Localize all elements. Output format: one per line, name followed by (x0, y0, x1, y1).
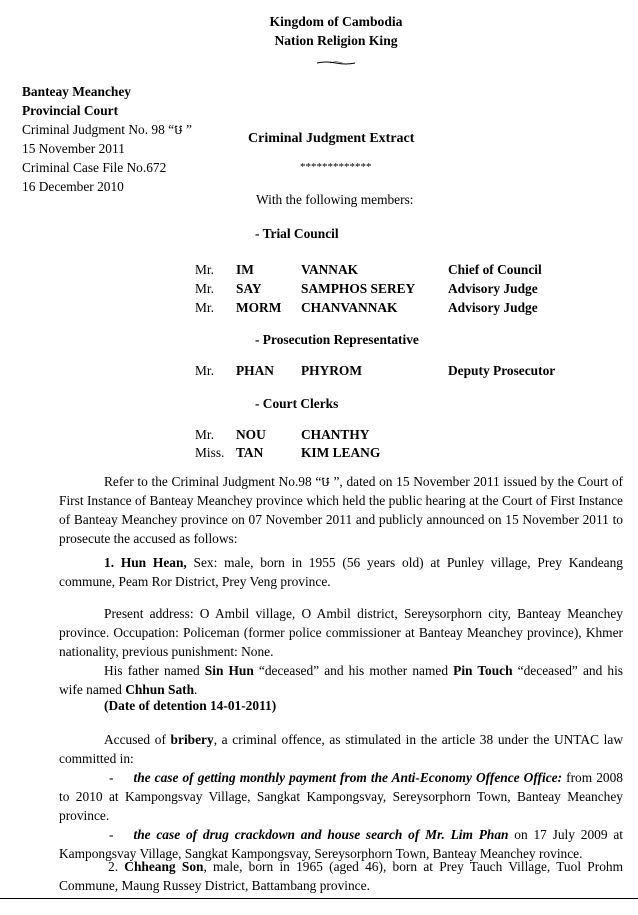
title-stars: ************* (300, 161, 372, 173)
accused-1-name: 1. Hun Hean, (104, 555, 187, 570)
member-title: Mr. (195, 262, 214, 277)
member-surname: PHAN (236, 363, 274, 378)
member-given-name: VANNAK (301, 262, 359, 277)
case-2-item: - the case of drug crackdown and house search of Mr. Lim Phan on 17 July 2009 at Kampongsvay Village, Sangkat Kampongsvay, Sereysorphorn Town, Banteay Meanchey rovince. (59, 827, 623, 861)
country-heading: Kingdom of Cambodia (269, 14, 403, 29)
member-given-name: CHANTHY (301, 427, 370, 442)
trial-council-heading: - Trial Council (255, 226, 339, 241)
case-1-item: - the case of getting monthly payment from the Anti-Economy Offence Office: from 2008 to 2010 at Kampongsvay Village, Sangkat Kampongsvay, Sereysorphorn Town, Banteay Meanchey province. (59, 770, 623, 823)
document-title: Criminal Judgment Extract (248, 131, 415, 146)
case-file-date: 16 December 2010 (22, 179, 124, 194)
address-paragraph: Present address: O Ambil village, O Ambil district, Sereysorphorn city, Banteay Meanchey province. Occupation: Policeman (former police commissioner at Banteay Meanchey province), Khmer nationality, previous punishment: None. (59, 606, 623, 659)
offence-name: bribery (170, 732, 214, 747)
family-paragraph: His father named Sin Hun “deceased” and his mother named Pin Touch “deceased” and his wife named Chhun Sath. (59, 663, 624, 697)
court-province: Banteay Meanchey (22, 84, 131, 99)
member-title: Mr. (195, 281, 214, 296)
member-given-name: PHYROM (301, 363, 362, 378)
member-given-name: KIM LEANG (301, 445, 381, 460)
member-role: Chief of Council (448, 262, 542, 277)
member-surname: SAY (236, 281, 262, 296)
member-given-name: SAMPHOS SEREY (301, 281, 416, 296)
clerks-heading: - Court Clerks (255, 396, 339, 411)
accused-2-paragraph: 2. Chheang Son, male, born in 1965 (aged 46), born at Prey Tauch Village, Tuol Prohm Commune, Maung Russey District, Battambang province. (59, 859, 623, 893)
case-1-title: the case of getting monthly payment from the Anti-Economy Offence Office: (133, 770, 563, 785)
member-title: Mr. (195, 300, 214, 315)
member-surname: IM (236, 262, 254, 277)
page-bottom-rule (0, 898, 638, 899)
judgment-number: Criminal Judgment No. 98 “ឞ ” (22, 122, 192, 137)
motto-heading: Nation Religion King (274, 33, 398, 48)
case-2-title: the case of drug crackdown and house search of Mr. Lim Phan (133, 827, 509, 842)
wife-name: Chhun Sath (125, 682, 195, 697)
case-file-number: Criminal Case File No.672 (22, 160, 167, 175)
accused-2-name: Chheang Son (124, 859, 204, 874)
judgment-date: 15 November 2011 (22, 141, 125, 156)
member-title: Miss. (195, 445, 225, 460)
member-given-name: CHANVANNAK (301, 300, 398, 315)
refer-paragraph: Refer to the Criminal Judgment No.98 “ឞ ”, dated on 15 November 2011 issued by the Court of First Instance of Banteay Meanchey province which held the public hearing at the Court of First Instance of Banteay Meanchey province on 07 November 2011 and publicly announced on 15 November 2011 to prosecute the accused as follows: (59, 474, 623, 546)
member-role: Deputy Prosecutor (448, 363, 556, 378)
prosecution-heading: - Prosecution Representative (255, 332, 419, 347)
member-surname: MORM (236, 300, 282, 315)
ornament-divider (316, 60, 356, 66)
accusation-paragraph: Accused of bribery, a criminal offence, as stimulated in the article 38 under the UNTAC law committed in: (59, 732, 623, 766)
mother-name: Pin Touch (453, 663, 513, 678)
members-intro: With the following members: (256, 192, 414, 207)
member-surname: NOU (236, 427, 266, 442)
accused-1-details: Sex: male, born in 1955 (56 years old) at Punley village, Prey Kandeang commune, Peam Ror District, Prey Veng province. (59, 555, 623, 589)
member-surname: TAN (236, 445, 264, 460)
member-role: Advisory Judge (448, 300, 538, 315)
member-title: Mr. (195, 363, 214, 378)
detention-date: (Date of detention 14-01-2011) (104, 698, 277, 713)
member-title: Mr. (195, 427, 214, 442)
father-name: Sin Hun (204, 663, 254, 678)
court-info (22, 82, 192, 196)
court-name: Provincial Court (22, 103, 119, 118)
accused-1-paragraph (59, 553, 623, 591)
member-role: Advisory Judge (448, 281, 538, 296)
